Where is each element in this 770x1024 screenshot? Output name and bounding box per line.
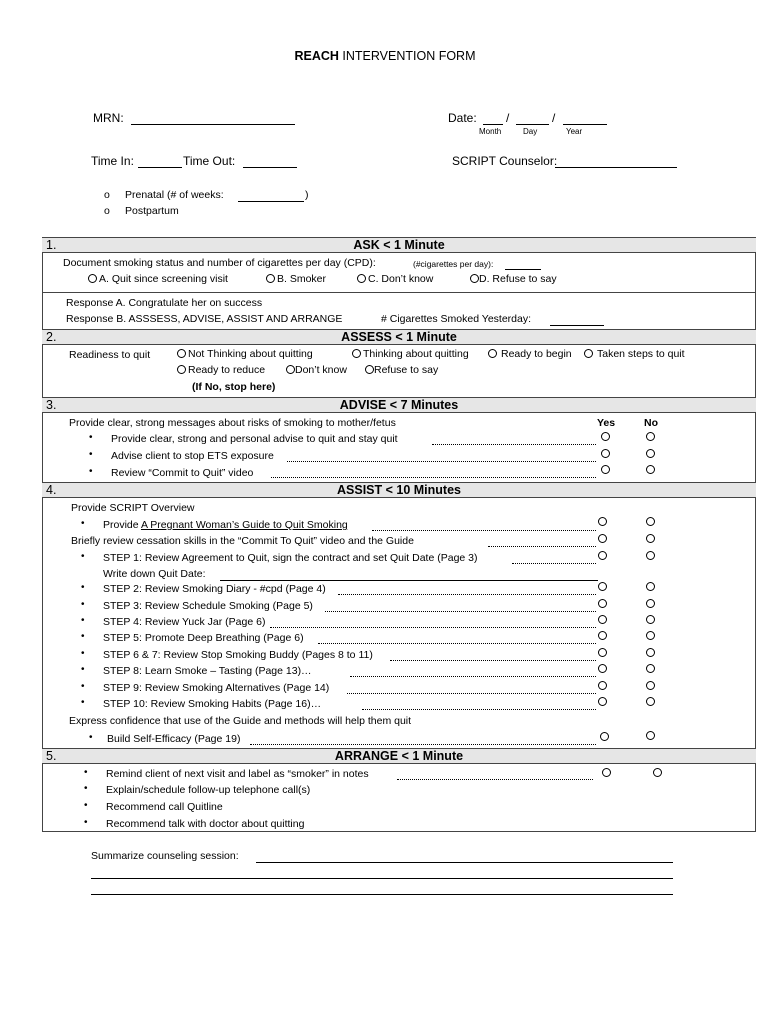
section-assess-title: ASSESS < 1 Minute <box>341 330 457 344</box>
day-caption: Day <box>523 127 538 136</box>
ask-option-d-label: D. Refuse to say <box>479 273 557 285</box>
leader-dots <box>271 477 596 478</box>
arrange-item-3: Recommend call Quitline <box>106 801 223 813</box>
bullet: • <box>89 466 93 477</box>
no-column-header: No <box>644 417 658 429</box>
advise-intro: Provide clear, strong messages about risks of smoking to mother/fetus <box>69 417 396 429</box>
bullet: • <box>84 767 88 778</box>
advise-3-no[interactable] <box>646 465 655 474</box>
mrn-field[interactable] <box>131 124 295 125</box>
assist-briefly-yes[interactable] <box>598 534 607 543</box>
yes-column-header: Yes <box>597 417 616 429</box>
assist-step-item: STEP 6 & 7: Review Stop Smoking Buddy (Pages 8 to 11) <box>103 649 373 661</box>
form-title-rest: INTERVENTION FORM <box>338 49 476 63</box>
advise-2-yes[interactable] <box>601 449 610 458</box>
arrange-item-2: Explain/schedule follow-up telephone call(s) <box>106 784 311 796</box>
leader-dots <box>350 676 596 677</box>
ask-option-a-label: A. Quit since screening visit <box>99 273 228 285</box>
assist-step-yes[interactable] <box>598 681 607 690</box>
assess-dont-know[interactable] <box>286 364 347 376</box>
assess-stop-note: (If No, stop here) <box>192 381 276 393</box>
assist-provide-guide <box>103 519 348 531</box>
leader-dots <box>347 693 596 694</box>
assess-ready-reduce-label: Ready to reduce <box>188 364 266 376</box>
prenatal-close: ) <box>305 189 309 201</box>
advise-1-yes[interactable] <box>601 432 610 441</box>
prenatal-label: Prenatal (# of weeks: <box>125 189 224 201</box>
postpartum-label: Postpartum <box>125 205 179 217</box>
advise-item-3: Review “Commit to Quit” video <box>111 467 254 479</box>
assist-step-yes[interactable] <box>598 615 607 624</box>
bullet: • <box>81 518 85 529</box>
assist-self-efficacy: Build Self-Efficacy (Page 19) <box>107 733 241 745</box>
summary-line-1[interactable] <box>256 862 673 863</box>
radio-circle-icon[interactable] <box>352 349 361 358</box>
time-out-field[interactable] <box>243 167 297 168</box>
assist-briefly-no[interactable] <box>646 534 655 543</box>
time-in-label: Time In: <box>91 154 134 168</box>
assist-step-yes[interactable] <box>598 648 607 657</box>
ask-document-text: Document smoking status and number of cigarettes per day (CPD): <box>63 257 376 269</box>
radio-circle-icon[interactable] <box>488 349 497 358</box>
leader-dots <box>432 444 596 445</box>
assist-step-yes[interactable] <box>598 582 607 591</box>
leader-dots <box>488 546 596 547</box>
readiness-label: Readiness to quit <box>69 349 151 361</box>
bullet: • <box>84 800 88 811</box>
date-sep-2: / <box>552 111 556 125</box>
advise-1-no[interactable] <box>646 432 655 441</box>
counselor-field[interactable] <box>555 167 677 168</box>
table-bottom-border <box>42 831 756 832</box>
leader-dots <box>250 744 596 745</box>
assist-step-yes[interactable] <box>598 697 607 706</box>
assist-step-no[interactable] <box>646 615 655 624</box>
arrange-item-1: Remind client of next visit and label as “smoker” in notes <box>106 768 369 780</box>
assist-step-item: STEP 2: Review Smoking Diary - #cpd (Page 4) <box>103 583 326 595</box>
time-in-field[interactable] <box>138 167 182 168</box>
postpartum-bullet: o <box>104 205 110 217</box>
assist-guide-no[interactable] <box>646 517 655 526</box>
date-sep-1: / <box>506 111 510 125</box>
mrn-label: MRN: <box>93 111 124 125</box>
assess-ready-reduce[interactable] <box>177 364 265 376</box>
advise-2-no[interactable] <box>646 449 655 458</box>
bullet: • <box>81 631 85 642</box>
assist-step-no[interactable] <box>646 681 655 690</box>
assist-step-item: STEP 3: Review Schedule Smoking (Page 5) <box>103 600 313 612</box>
assist-step-yes[interactable] <box>598 664 607 673</box>
radio-circle-icon[interactable] <box>470 274 479 283</box>
assist-confidence: Express confidence that use of the Guide and methods will help them quit <box>69 715 412 727</box>
assess-not-thinking-label: Not Thinking about quitting <box>188 348 313 360</box>
assess-refuse-label: Refuse to say <box>374 364 439 376</box>
radio-circle-icon[interactable] <box>584 349 593 358</box>
section-advise-number: 3. <box>46 398 57 412</box>
advise-3-yes[interactable] <box>601 465 610 474</box>
bullet: • <box>89 449 93 460</box>
write-quit-date-label: Write down Quit Date: <box>103 568 206 580</box>
bullet: • <box>81 648 85 659</box>
assess-taken-steps-label: Taken steps to quit <box>597 348 685 360</box>
ask-cpd-field[interactable] <box>505 269 541 270</box>
month-caption: Month <box>479 127 502 136</box>
time-out-label: Time Out: <box>183 154 236 168</box>
ask-option-b-label: B. Smoker <box>277 273 327 285</box>
assess-not-thinking[interactable] <box>177 348 313 360</box>
assist-step-no[interactable] <box>646 697 655 706</box>
section-assess-header <box>42 329 756 345</box>
year-caption: Year <box>566 127 583 136</box>
section-arrange-title: ARRANGE < 1 Minute <box>334 749 464 763</box>
bullet: • <box>81 582 85 593</box>
section-advise-header <box>42 397 756 413</box>
assist-step-item: STEP 10: Review Smoking Habits (Page 16)… <box>103 698 322 710</box>
assist-step-item: STEP 5: Promote Deep Breathing (Page 6) <box>103 632 304 644</box>
cigarettes-yesterday-label: # Cigarettes Smoked Yesterday: <box>381 313 532 325</box>
leader-dots <box>390 660 596 661</box>
assist-step-no[interactable] <box>646 599 655 608</box>
guide-title: A Pregnant Woman’s Guide to Quit Smoking <box>140 519 348 531</box>
prenatal-bullet: o <box>104 189 110 201</box>
date-month-field[interactable] <box>483 124 503 125</box>
ask-cpd-label: (#cigarettes per day): <box>413 259 494 269</box>
leader-dots <box>270 627 596 628</box>
leader-dots <box>362 709 596 710</box>
radio-circle-icon[interactable] <box>286 365 295 374</box>
bullet: • <box>81 664 85 675</box>
bullet: • <box>89 732 93 743</box>
arrange-1-yes[interactable] <box>602 768 611 777</box>
advise-item-2: Advise client to stop ETS exposure <box>111 450 274 462</box>
cigarettes-yesterday-field[interactable] <box>550 325 604 326</box>
summary-label: Summarize counseling session: <box>91 850 239 862</box>
assist-step-item: STEP 4: Review Yuck Jar (Page 6) <box>103 616 266 628</box>
bullet: • <box>81 681 85 692</box>
leader-dots <box>338 594 596 595</box>
assess-thinking-label: Thinking about quitting <box>363 348 469 360</box>
section-ask-header <box>42 237 756 253</box>
arrange-item-4: Recommend talk with doctor about quitting <box>106 818 305 830</box>
assist-guide-yes[interactable] <box>598 517 607 526</box>
assist-step-no[interactable] <box>646 582 655 591</box>
section-arrange-header <box>42 748 756 764</box>
leader-dots <box>372 530 596 531</box>
assist-briefly: Briefly review cessation skills in the “Commit To Quit” video and the Guide <box>71 535 414 547</box>
summary-line-3[interactable] <box>91 894 673 895</box>
ask-divider <box>42 292 756 293</box>
assist-step-1: STEP 1: Review Agreement to Quit, sign the contract and set Quit Date (Page 3) <box>103 552 478 564</box>
leader-dots <box>287 461 596 462</box>
radio-circle-icon[interactable] <box>177 349 186 358</box>
bullet: • <box>81 599 85 610</box>
section-ask-number: 1. <box>46 238 57 252</box>
section-arrange-number: 5. <box>46 749 57 763</box>
assist-step-item: STEP 9: Review Smoking Alternatives (Page 14) <box>103 682 330 694</box>
bullet: • <box>89 432 93 443</box>
summary-line-2[interactable] <box>91 878 673 879</box>
assist-efficacy-no[interactable] <box>646 731 655 740</box>
radio-circle-icon[interactable] <box>177 365 186 374</box>
date-day-field[interactable] <box>516 124 549 125</box>
leader-dots <box>512 563 596 564</box>
assist-step1-yes[interactable] <box>598 551 607 560</box>
assess-refuse[interactable] <box>365 364 438 376</box>
date-label: Date: <box>448 111 477 125</box>
assist-overview: Provide SCRIPT Overview <box>71 502 195 514</box>
ask-option-c-label: C. Don’t know <box>368 273 434 285</box>
assist-step-no[interactable] <box>646 664 655 673</box>
radio-circle-icon[interactable] <box>365 365 374 374</box>
ask-option-d[interactable] <box>470 273 557 285</box>
leader-dots <box>318 643 596 644</box>
form-title <box>0 49 770 63</box>
section-assist-title: ASSIST < 10 Minutes <box>337 483 461 497</box>
form-title-bold: REACH <box>294 49 339 63</box>
ask-response-a: Response A. Congratulate her on success <box>66 297 263 309</box>
quit-date-field[interactable] <box>220 580 598 581</box>
date-year-field[interactable] <box>563 124 607 125</box>
assist-step1-no[interactable] <box>646 551 655 560</box>
section-assist-header <box>42 482 756 498</box>
bullet: • <box>81 551 85 562</box>
assess-taken-steps[interactable] <box>584 348 685 360</box>
ask-option-a[interactable] <box>88 273 228 285</box>
assist-step-yes[interactable] <box>598 599 607 608</box>
radio-circle-icon[interactable] <box>357 274 366 283</box>
assess-thinking[interactable] <box>352 348 469 360</box>
prenatal-weeks-field[interactable] <box>238 201 304 202</box>
bullet: • <box>84 817 88 828</box>
assist-step-item: STEP 8: Learn Smoke – Tasting (Page 13)… <box>103 665 312 677</box>
radio-circle-icon[interactable] <box>266 274 275 283</box>
assist-step-no[interactable] <box>646 631 655 640</box>
ask-option-b[interactable] <box>266 273 326 285</box>
bullet: • <box>81 615 85 626</box>
ask-option-c[interactable] <box>357 273 433 285</box>
assist-provide-prefix: Provide <box>103 519 141 531</box>
assist-step-no[interactable] <box>646 648 655 657</box>
assist-step-yes[interactable] <box>598 631 607 640</box>
section-ask-title: ASK < 1 Minute <box>353 238 445 252</box>
bullet: • <box>81 697 85 708</box>
arrange-1-no[interactable] <box>653 768 662 777</box>
assess-dont-know-label: Don’t know <box>295 364 347 376</box>
leader-dots <box>325 611 596 612</box>
leader-dots <box>397 779 593 780</box>
section-advise-title: ADVISE < 7 Minutes <box>339 398 459 412</box>
section-assess-number: 2. <box>46 330 57 344</box>
advise-item-1: Provide clear, strong and personal advise to quit and stay quit <box>111 433 398 445</box>
counselor-label: SCRIPT Counselor: <box>452 154 558 168</box>
radio-circle-icon[interactable] <box>88 274 97 283</box>
ask-response-b: Response B. ASSSESS, ADVISE, ASSIST AND ARRANGE <box>66 313 343 325</box>
assess-ready-begin-label: Ready to begin <box>501 348 572 360</box>
section-assist-number: 4. <box>46 483 57 497</box>
assess-ready-begin[interactable] <box>488 348 572 360</box>
assist-efficacy-yes[interactable] <box>600 732 609 741</box>
bullet: • <box>84 783 88 794</box>
